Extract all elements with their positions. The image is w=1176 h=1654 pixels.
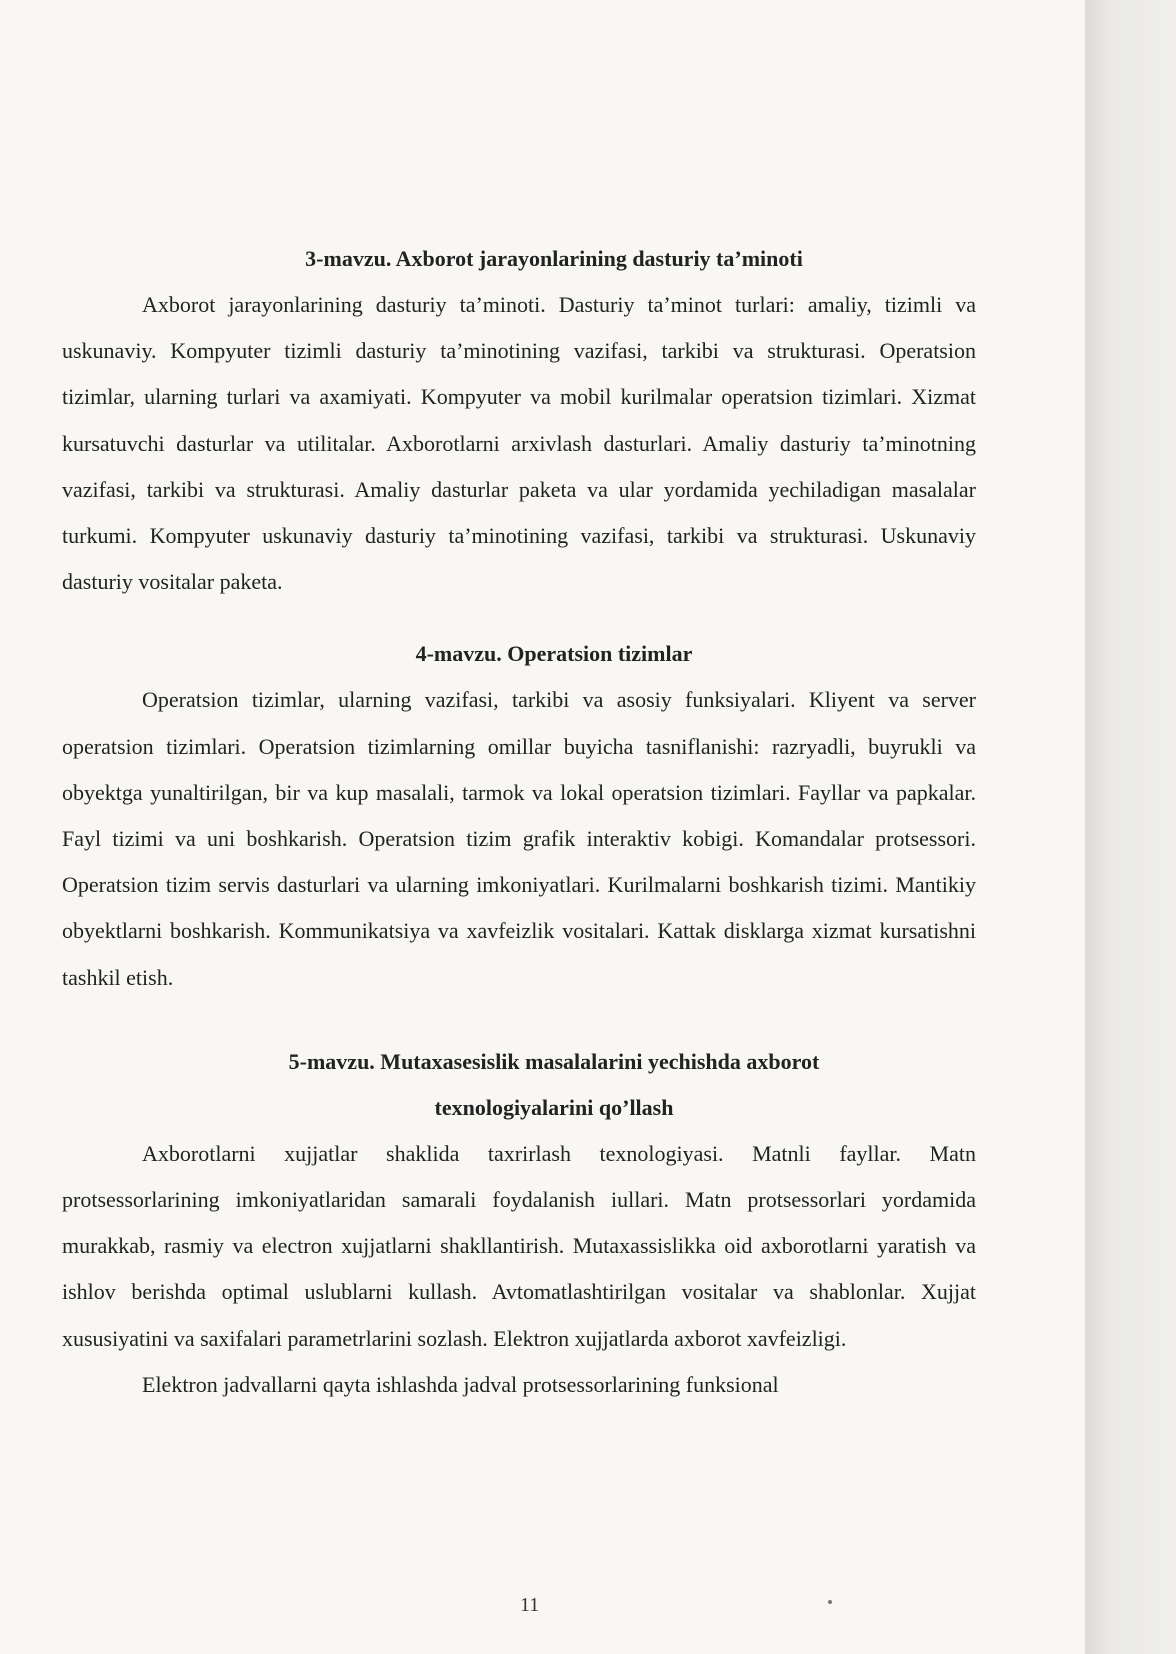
section-paragraph: Operatsion tizimlar, ularning vazifasi, tarkibi va asosiy funksiyalari. Kliyent va server operatsion tizimlari. Operatsion tizimlarning omillar buyicha tasniflanishi: razryadli, buyrukli va obyektga yunaltirilgan, bir va kup masalali, tarmok va lokal operatsion tizimlari. Fayllar va papkalar. Fayl tizimi va uni boshkarish. Operatsion tizim grafik interaktiv kobigi. Komandalar protsessori. Operatsion tizim servis dasturlari va ularning imkoniyatlari. Kurilmalarni boshkarish tizimi. Mantikiy obyektlarni boshkarish. Kommunikatsiya va xavfeizlik vositalari. Kattak disklarga xizmat kursatishni tashkil etish. [62, 687, 976, 990]
section-heading: 4-mavzu. Operatsion tizimlar [415, 641, 693, 667]
page-content [62, 236, 976, 1408]
section-heading [62, 1039, 976, 1131]
section-topic-5 [62, 1039, 976, 1408]
section-heading-line-2: texnologiyalarini qo’llash [434, 1094, 674, 1120]
section-paragraph: Axborot jarayonlarining dasturiy ta’minoti. Dasturiy ta’minot turlari: amaliy, tizimli va uskunaviy. Kompyuter tizimli dasturiy ta’minotining vazifasi, tarkibi va strukturasi. Operatsion tizimlar, ularning turlari va axamiyati. Kompyuter va mobil kurilmalar operatsion tizimlari. Xizmat kursatuvchi dasturlar va utilitalar. Axborotlarni arxivlash dasturlari. Amaliy dasturiy ta’minotning vazifasi, tarkibi va strukturasi. Amaliy dasturlar paketa va ular yordamida yechiladigan masalalar turkumi. Kompyuter uskunaviy dasturiy ta’minotining vazifasi, tarkibi va strukturasi. Uskunaviy dasturiy vositalar paketa. [62, 292, 976, 595]
section-topic-3 [62, 236, 976, 605]
scan-speck [828, 1600, 832, 1604]
page-number: 11 [520, 1594, 540, 1616]
section-topic-4 [62, 631, 976, 1000]
section-paragraph: Elektron jadvallarni qayta ishlashda jadval protsessorlarining funksional [142, 1371, 779, 1397]
section-paragraph: Axborotlarni xujjatlar shaklida taxrirlash texnologiyasi. Matnli fayllar. Matn protsessorlarining imkoniyatlaridan samarali foydalanish iullari. Matn protsessorlari yordamida murakkab, rasmiy va electron xujjatlarni shakllantirish. Mutaxassislikka oid axborotlarni yaratish va ishlov berishda optimal uslublarni kullash. Avtomatlashtirilgan vositalar va shablonlar. Xujjat xususiyatini va saxifalari parametrlarini sozlash. Elektron xujjatlarda axborot xavfeizligi. [62, 1140, 976, 1351]
section-heading: 3-mavzu. Axborot jarayonlarining dasturiy ta’minoti [305, 246, 803, 271]
section-heading-line-1: 5-mavzu. Mutaxasesislik masalalarini yechishda axborot [288, 1048, 820, 1074]
page-edge-shadow [1085, 0, 1176, 1654]
